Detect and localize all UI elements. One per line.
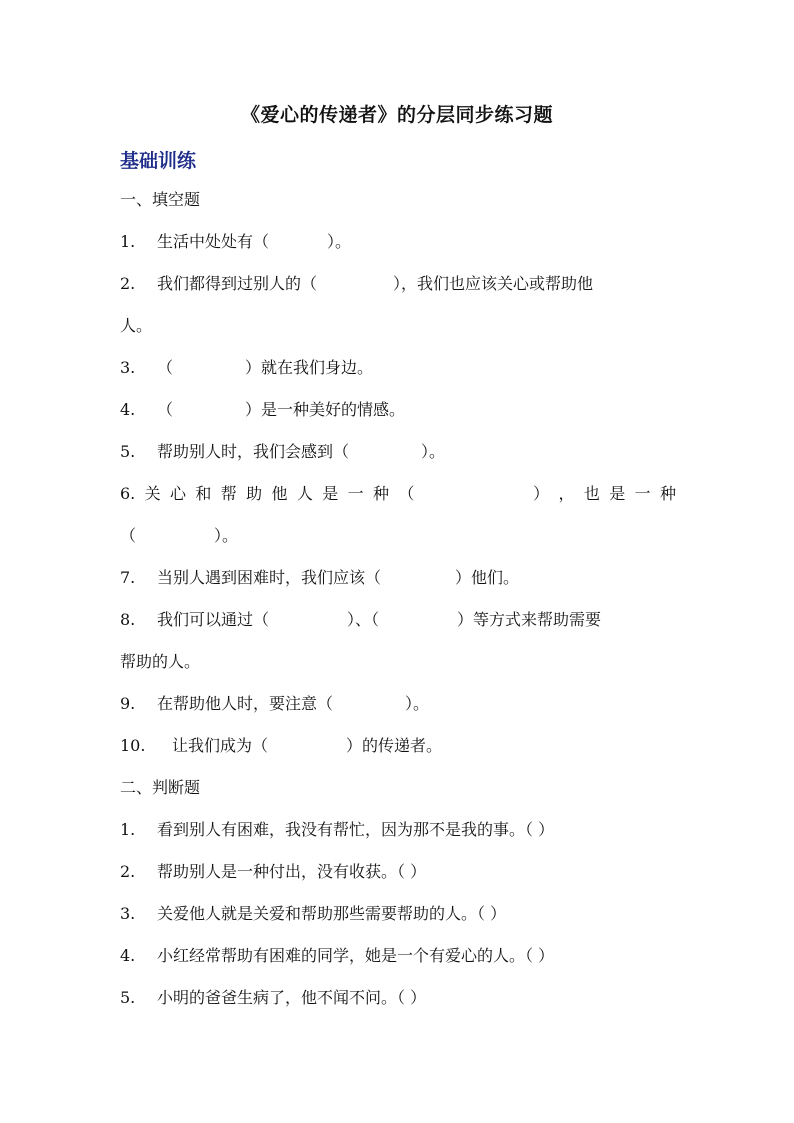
question-text: ）等方式来帮助需要 — [457, 610, 602, 629]
fill-question-5 — [120, 440, 445, 464]
answer-blank[interactable] — [424, 482, 524, 506]
fill-question-6-continued — [120, 524, 238, 548]
question-char: 关 — [144, 484, 161, 503]
question-char: 助 — [246, 484, 263, 503]
question-text: 生活中处处有（ — [157, 232, 270, 251]
question-char: 种 — [373, 484, 390, 503]
fill-question-2-continued: 人。 — [120, 316, 153, 335]
question-text: 看到别人有困难，我没有帮忙，因为那不是我的事。（ ） — [157, 820, 555, 839]
question-text: ）是一种美好的情感。 — [245, 400, 406, 419]
fill-question-6 — [120, 482, 676, 506]
question-text: ）。 — [327, 232, 352, 251]
question-text: （ — [120, 526, 137, 545]
question-number: 2. — [120, 862, 136, 881]
question-text: 关爱他人就是关爱和帮助那些需要帮助的人。（ ） — [157, 904, 507, 923]
question-char: 种 — [659, 484, 676, 503]
question-text: 帮助别人时，我们会感到（ — [157, 442, 350, 461]
question-char: 是 — [609, 484, 626, 503]
question-number: 9. — [120, 694, 136, 713]
question-char: 人 — [296, 484, 313, 503]
question-text: （ — [157, 400, 174, 419]
question-text: 帮助别人是一种付出，没有收获。（ ） — [157, 862, 427, 881]
question-text: （ — [157, 358, 174, 377]
fill-question-1 — [120, 230, 351, 254]
question-text: 小明的爸爸生病了，他不闻不问。（ ） — [157, 988, 427, 1007]
question-text: ）、（ — [347, 610, 380, 629]
question-char: 一 — [634, 484, 651, 503]
fill-question-2 — [120, 272, 593, 296]
judge-question-1 — [120, 818, 554, 842]
fill-question-4 — [120, 398, 405, 422]
question-char: ） — [533, 484, 550, 503]
question-number: 8. — [120, 610, 136, 629]
question-char: 和 — [195, 484, 212, 503]
fill-question-8-continued: 帮助的人。 — [120, 652, 201, 671]
question-char: ， — [558, 484, 575, 503]
fill-question-10 — [120, 734, 442, 758]
question-number: 4. — [120, 946, 136, 965]
question-char: 一 — [347, 484, 364, 503]
question-char: 帮 — [220, 484, 237, 503]
question-char: 也 — [583, 484, 600, 503]
question-text: ）。 — [421, 442, 446, 461]
question-text: 当别人遇到困难时，我们应该（ — [157, 568, 382, 587]
question-text: ）他们。 — [455, 568, 520, 587]
question-text: 我们可以通过（ — [157, 610, 270, 629]
question-number: 1. — [120, 820, 136, 839]
question-text: ）的传递者。 — [346, 736, 443, 755]
question-text: ）。 — [214, 526, 239, 545]
fill-section-label: 一、填空题 — [120, 190, 201, 209]
question-char: 是 — [322, 484, 339, 503]
fill-question-7 — [120, 566, 519, 590]
judge-section-label: 二、判断题 — [120, 778, 201, 797]
judge-question-3 — [120, 902, 506, 926]
question-number: 4. — [120, 400, 136, 419]
question-text: ），我们也应该关心或帮助他 — [393, 274, 594, 293]
question-char: （ — [398, 484, 415, 503]
page-title: 《爱心的传递者》的分层同步练习题 — [240, 104, 553, 126]
question-number: 3. — [120, 358, 136, 377]
question-char: 心 — [170, 484, 187, 503]
section-heading-basic-training: 基础训练 — [120, 150, 197, 172]
judge-question-2 — [120, 860, 426, 884]
question-number: 1. — [120, 232, 136, 251]
question-text: 我们都得到过别人的（ — [157, 274, 318, 293]
question-char: 他 — [271, 484, 288, 503]
fill-question-9 — [120, 692, 429, 716]
question-number: 3. — [120, 904, 136, 923]
question-number: 6. — [120, 484, 136, 503]
question-text: 小红经常帮助有困难的同学，她是一个有爱心的人。（ ） — [157, 946, 555, 965]
judge-question-4 — [120, 944, 554, 968]
judge-question-5 — [120, 986, 426, 1010]
fill-question-3 — [120, 356, 373, 380]
question-number: 10. — [120, 736, 146, 755]
question-number: 7. — [120, 568, 136, 587]
question-text: 让我们成为（ — [172, 736, 269, 755]
question-number: 5. — [120, 988, 136, 1007]
question-number: 2. — [120, 274, 136, 293]
question-text: ）。 — [405, 694, 430, 713]
question-text: ）就在我们身边。 — [245, 358, 374, 377]
question-text: 在帮助他人时，要注意（ — [157, 694, 334, 713]
question-number: 5. — [120, 442, 136, 461]
fill-question-8 — [120, 608, 601, 632]
